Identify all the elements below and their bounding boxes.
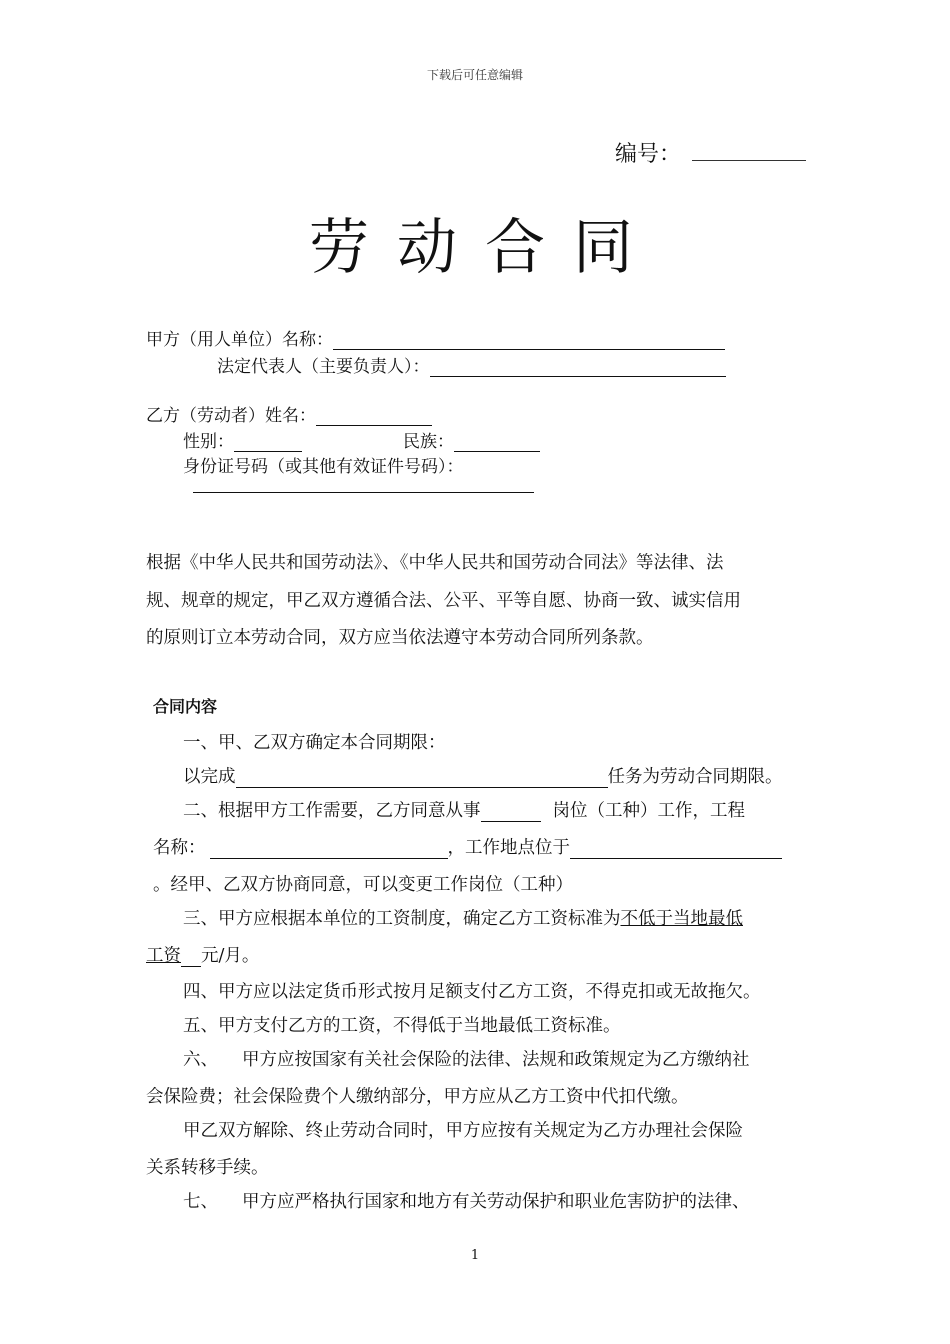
clause-3-row-2 <box>146 942 259 967</box>
party-b-name-blank[interactable] <box>316 407 432 426</box>
clause-6-text-c: 甲乙双方解除、终止劳动合同时，甲方应按有关规定为乙方办理社会保险 <box>183 1121 743 1141</box>
header-note: 下载后可任意编辑 <box>426 68 523 82</box>
party-a-rep-blank[interactable] <box>430 358 726 377</box>
clause-5: 五、甲方支付乙方的工资，不得低于当地最低工资标准。 <box>183 1016 621 1036</box>
preamble-line-2: 规、规章的规定，甲乙双方遵循合法、公平、平等自愿、协商一致、诚实信用 <box>146 591 741 611</box>
contract-number-blank[interactable] <box>692 160 806 161</box>
id-number-blank[interactable] <box>193 492 534 493</box>
clause-3-min-wage-a: 不低于当地最低 <box>620 909 743 929</box>
clause-7-row-1 <box>183 1188 750 1213</box>
clause-3-row-1 <box>183 905 743 930</box>
clause-7-text-a: 甲方应严格执行国家和地方有关劳动保护和职业危害防护的法律、 <box>242 1192 750 1212</box>
clause-2-text-b: 岗位（工种）工作，工程 <box>552 801 745 821</box>
post-blank[interactable] <box>481 803 541 822</box>
document-title: 劳动合同 <box>309 213 661 283</box>
clause-2-text-d: ，工作地点位于 <box>447 838 570 858</box>
party-a-rep-label: 法定代表人（主要负责人）： <box>217 357 430 377</box>
gender-blank[interactable] <box>234 433 302 452</box>
work-location-blank[interactable] <box>570 840 782 859</box>
clause-6-number: 六、 <box>183 1050 218 1070</box>
clause-3-text-a: 三、甲方应根据本单位的工资制度，确定乙方工资标准为 <box>183 909 621 929</box>
page-number: 1 <box>470 1248 480 1263</box>
wage-blank[interactable] <box>181 952 201 967</box>
clause-2-text-a: 二、根据甲方工作需要，乙方同意从事 <box>183 801 481 821</box>
clause-6-text-d: 关系转移手续。 <box>146 1158 269 1178</box>
task-blank[interactable] <box>236 769 608 788</box>
section-title: 合同内容 <box>153 697 218 716</box>
id-label: 身份证号码（或其他有效证件号码）： <box>183 457 464 477</box>
clause-2-text-c: 名称： <box>153 838 206 858</box>
party-b-ethnic-row <box>403 427 540 452</box>
clause-6-row-1 <box>183 1046 750 1071</box>
party-a-name-label: 甲方（用人单位）名称： <box>146 330 333 350</box>
ethnic-label: 民族： <box>403 432 454 452</box>
clause-6-text-b: 会保险费；社会保险费个人缴纳部分，甲方应从乙方工资中代扣代缴。 <box>146 1087 689 1107</box>
clause-1-heading: 一、甲、乙双方确定本合同期限： <box>183 733 446 753</box>
contract-number-label: 编号： <box>615 142 682 167</box>
clause-2-row-1 <box>183 797 745 822</box>
clause-4: 四、甲方应以法定货币形式按月足额支付乙方工资，不得克扣或无故拖欠。 <box>183 982 761 1002</box>
preamble-line-3: 的原则订立本劳动合同，双方应当依法遵守本劳动合同所列条款。 <box>146 628 654 648</box>
party-b-name-label: 乙方（劳动者）姓名： <box>146 406 316 426</box>
clause-3-text-d: 元/月。 <box>201 946 260 966</box>
clause-1-text-b: 任务为劳动合同期限。 <box>607 767 783 787</box>
project-name-blank[interactable] <box>210 840 448 859</box>
preamble-line-1: 根据《中华人民共和国劳动法》、《中华人民共和国劳动合同法》等法律、法 <box>146 553 724 573</box>
party-b-name-row <box>146 401 432 426</box>
clause-2-text-e: 。经甲、乙双方协商同意，可以变更工作岗位（工种） <box>153 875 573 895</box>
party-b-gender-row <box>183 427 302 452</box>
party-a-rep-row <box>217 352 726 377</box>
clause-7-number: 七、 <box>183 1192 218 1212</box>
ethnic-blank[interactable] <box>454 433 540 452</box>
party-a-name-row <box>146 325 725 350</box>
clause-6-text-a: 甲方应按国家有关社会保险的法律、法规和政策规定为乙方缴纳社 <box>242 1050 750 1070</box>
party-a-name-blank[interactable] <box>333 331 725 350</box>
clause-1-text-a: 以完成 <box>183 767 236 787</box>
clause-1-row <box>183 763 783 788</box>
gender-label: 性别： <box>183 432 234 452</box>
clause-2-row-2 <box>153 834 782 859</box>
clause-3-min-wage-b: 工资 <box>146 946 181 966</box>
